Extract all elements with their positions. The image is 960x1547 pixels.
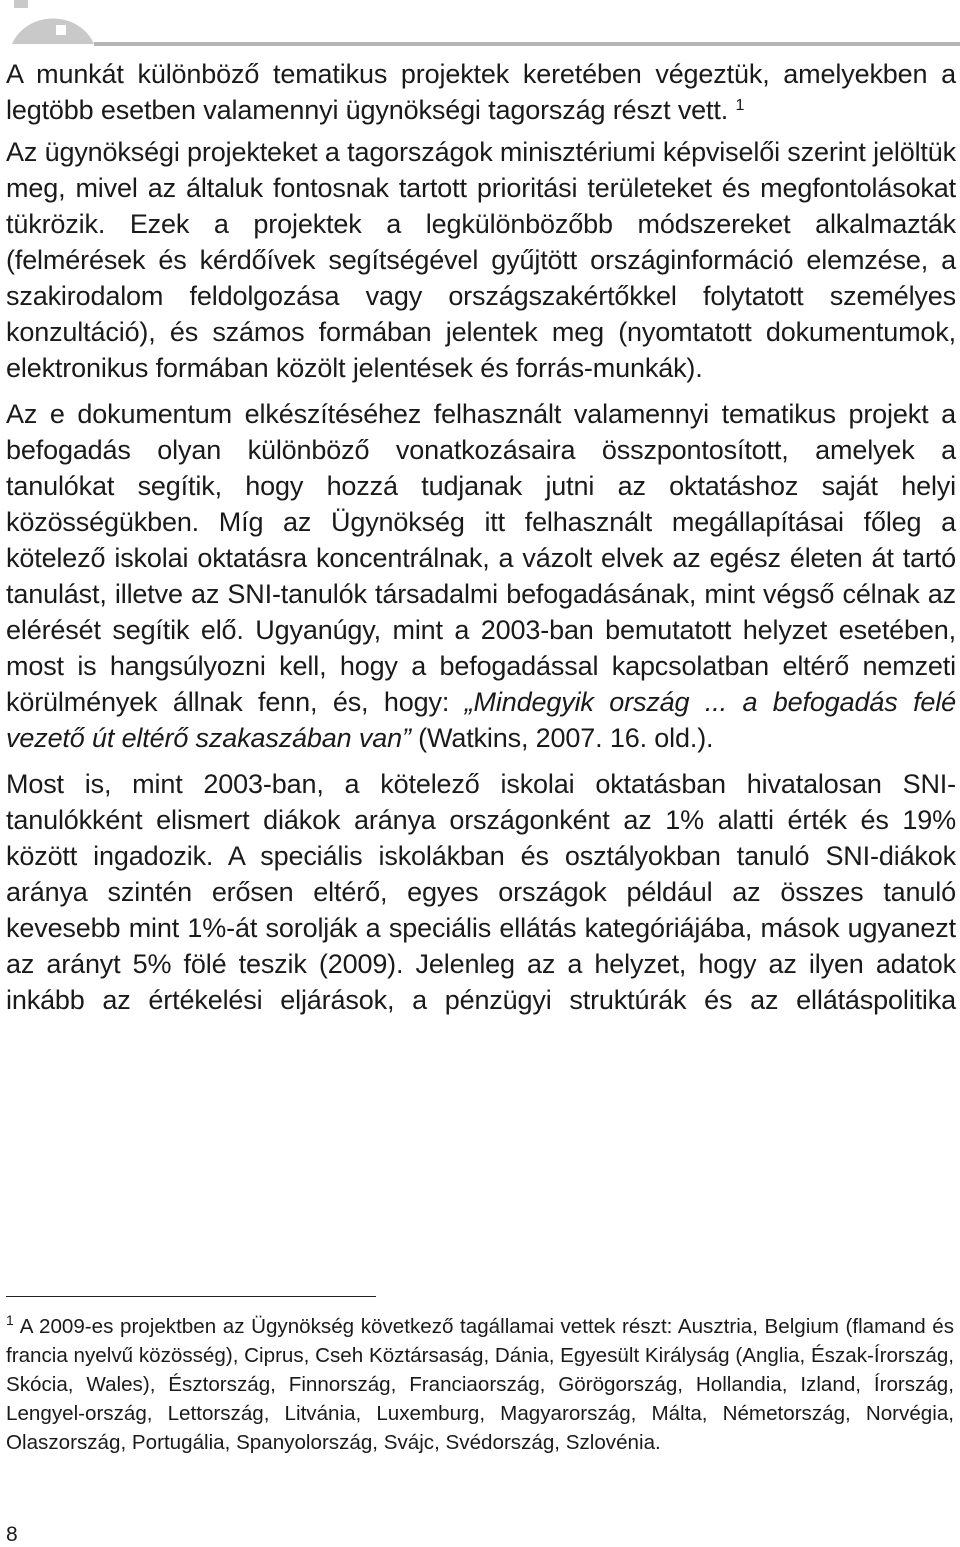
paragraph-1-text: A munkát különböző tematikus projektek keretében végeztük, amelyekben a legtöbb esetben valamennyi ügynökségi tagország részt vett. xyxy=(6,59,956,125)
header-dome-shape xyxy=(12,19,94,44)
paragraph-2: Az ügynökségi projekteket a tagországok minisztériumi képviselői szerint jelöltük meg, mivel az általuk fontosnak tartott prioritási területeket és megfontolásokat tükrözik. Ezek a projektek a legkülönbözőbb módszereket alkalmazták (felmérések és kérdőívek segítségével gyűjtött országinformáció elemzése, a szakirodalom feldolgozása vagy országszakértőkkel folytatott személyes konzultáció), és számos formában jelentek meg (nyomtatott dokumentumok, elektronikus formában közölt jelentések és forrás-munkák). xyxy=(6,137,956,383)
footnote-marker: 1 xyxy=(6,1312,14,1328)
body-text xyxy=(6,56,956,1018)
header-square-icon xyxy=(14,0,28,8)
citation: (Watkins, 2007. 16. old.). xyxy=(418,723,714,753)
footnote-text: A 2009-es projektben az Ügynökség következő tagállamai vettek részt: Ausztria, Belgium (flamand és francia nyelvű közösség), Ciprus, Cseh Köztársaság, Dánia, Egyesült Királyság (Anglia, Észak-Írország, Skócia, Wales), Észtország, Finnország, Franciaország, Görögország, Hollandia, Izland, Írország, Lengyel-ország, Lettország, Litvánia, Luxemburg, Magyarország, Málta, Németország, Norvégia, Olaszország, Portugália, Spanyolország, Svájc, Svédország, Szlovénia. xyxy=(6,1315,954,1454)
footnote-reference[interactable]: 1 xyxy=(735,97,745,114)
footnote xyxy=(6,1312,954,1457)
paragraph-4: Most is, mint 2003-ban, a kötelező iskolai oktatásban hivatalosan SNI-tanulókként elismert diákok aránya országonként az 1% alatti érték és 19% között ingadozik. A speciális iskolákban és osztályokban tanuló SNI-diákok aránya szintén erősen eltérő, egyes országok például az összes tanuló kevesebb mint 1%-át sorolják a speciális ellátás kategóriájába, mások ugyanezt az arányt 5% fölé teszik (2009). Jelenleg az a helyzet, hogy az ilyen adatok inkább az értékelési eljárások, a pénzügyi struktúrák és az ellátáspolitika xyxy=(6,769,956,1015)
paragraph-1 xyxy=(6,56,956,128)
header-dome-square xyxy=(56,25,66,35)
paragraph-3-text: Az e dokumentum elkészítéséhez felhasznált valamennyi tematikus projekt a befogadás olyan különböző vonatkozásaira összpontosított, amelyek a tanulókat segítik, hogy hozzá tudjanak jutni az oktatáshoz saját helyi közösségükben. Míg az Ügynökség itt felhasznált megállapításai főleg a kötelező iskolai oktatásra koncentrálnak, a vázolt elvek az egész életen át tartó tanulást, illetve az SNI-tanulók társadalmi befogadásának, mint végső célnak az elérését segítik elő. Ugyanúgy, mint a 2003-ban bemutatott helyzet esetében, most is hangsúlyozni kell, hogy a befogadással kapcsolatban eltérő nemzeti körülmények állnak fenn, és, hogy: xyxy=(6,399,956,717)
footnote-separator xyxy=(6,1296,376,1297)
header-decoration xyxy=(0,0,960,48)
paragraph-3 xyxy=(6,396,956,756)
quotation: „Mindegyik ország ... a befogadás felé vezető út eltérő szakaszában van” xyxy=(6,687,956,753)
page-number: 8 xyxy=(6,1523,18,1546)
